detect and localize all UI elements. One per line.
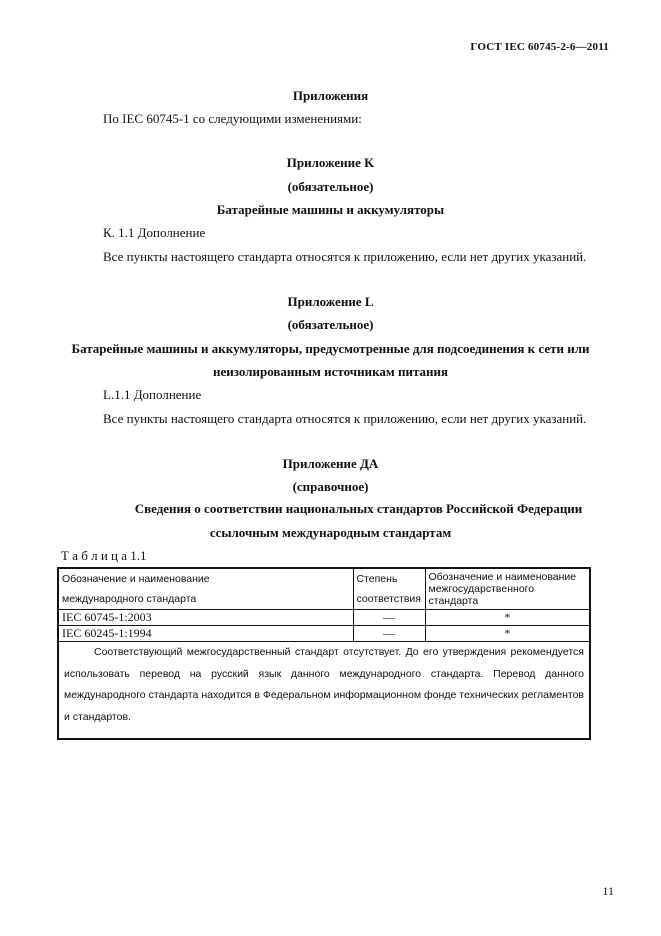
page-number: 11 <box>602 884 614 898</box>
annex-l-subtitle-line1: Батарейные машины и аккумуляторы, предусмотренные для подсоединения к сети или <box>71 341 590 356</box>
annex-da-subtitle-line1: Сведения о соответствии национальных стандартов Российской Федерации <box>134 501 583 516</box>
annexes-title: Приложения <box>292 88 369 103</box>
header-national-standard <box>425 568 590 610</box>
header-col3-line2: межгосударственного <box>428 583 535 595</box>
table-header-row <box>58 568 590 610</box>
header-col3-line3: стандарта <box>428 595 479 607</box>
table-note-row <box>58 642 590 740</box>
cell-standard: IEC 60745-1:2003 <box>58 610 353 626</box>
annex-l-text: Все пункты настоящего стандарта относятся к приложению, если нет других указаний. <box>103 411 587 426</box>
annex-k-subtitle: Батарейные машины и аккумуляторы <box>216 202 445 217</box>
annex-k-status: (обязательное) <box>287 179 374 194</box>
cell-national: * <box>425 610 590 626</box>
header-col2-line2: соответствия <box>356 593 421 605</box>
cell-degree: — <box>353 610 425 626</box>
annex-l-title: Приложение L <box>287 294 374 309</box>
annex-da-status: (справочное) <box>292 479 369 494</box>
cell-national: * <box>425 626 590 642</box>
annex-k-clause: К. 1.1 Дополнение <box>103 225 206 240</box>
header-col3-line1: Обозначение и наименование <box>428 571 577 583</box>
footnote-text: Соответствующий межгосударственный стандарт отсутствует. До его утверждения рекомендуется использовать перевод на русский язык данного международного стандарта. Перевод данного международного стандарта находится в Федеральном информационном фонде технических регламентов и стандартов. <box>64 646 584 723</box>
cell-degree: — <box>353 626 425 642</box>
table-row <box>58 626 590 642</box>
table-caption: Т а б л и ц а 1.1 <box>61 548 147 563</box>
annex-l-subtitle-line2: неизолированным источникам питания <box>212 364 449 379</box>
document-code-header: ГОСТ IEC 60745-2-6—2011 <box>470 41 609 53</box>
header-international-standard <box>58 568 353 610</box>
intro-text: По IEC 60745-1 со следующими изменениями: <box>103 111 362 126</box>
header-col2-line1: Степень <box>356 573 398 585</box>
annex-k-title: Приложение K <box>286 155 375 170</box>
header-col1-line2: международного стандарта <box>62 593 197 605</box>
annex-da-title: Приложение ДА <box>282 456 379 471</box>
cell-standard: IEC 60245-1:1994 <box>58 626 353 642</box>
table-row <box>58 610 590 626</box>
table-footnote <box>58 642 590 740</box>
annex-da-subtitle-line2: ссылочным международным стандартам <box>209 525 452 540</box>
header-col1-line1: Обозначение и наименование <box>62 573 210 585</box>
reference-standards-table <box>57 567 591 740</box>
header-degree <box>353 568 425 610</box>
annex-l-clause: L.1.1 Дополнение <box>103 387 202 402</box>
annex-l-status: (обязательное) <box>287 317 374 332</box>
annex-k-text: Все пункты настоящего стандарта относятся к приложению, если нет других указаний. <box>103 249 587 264</box>
